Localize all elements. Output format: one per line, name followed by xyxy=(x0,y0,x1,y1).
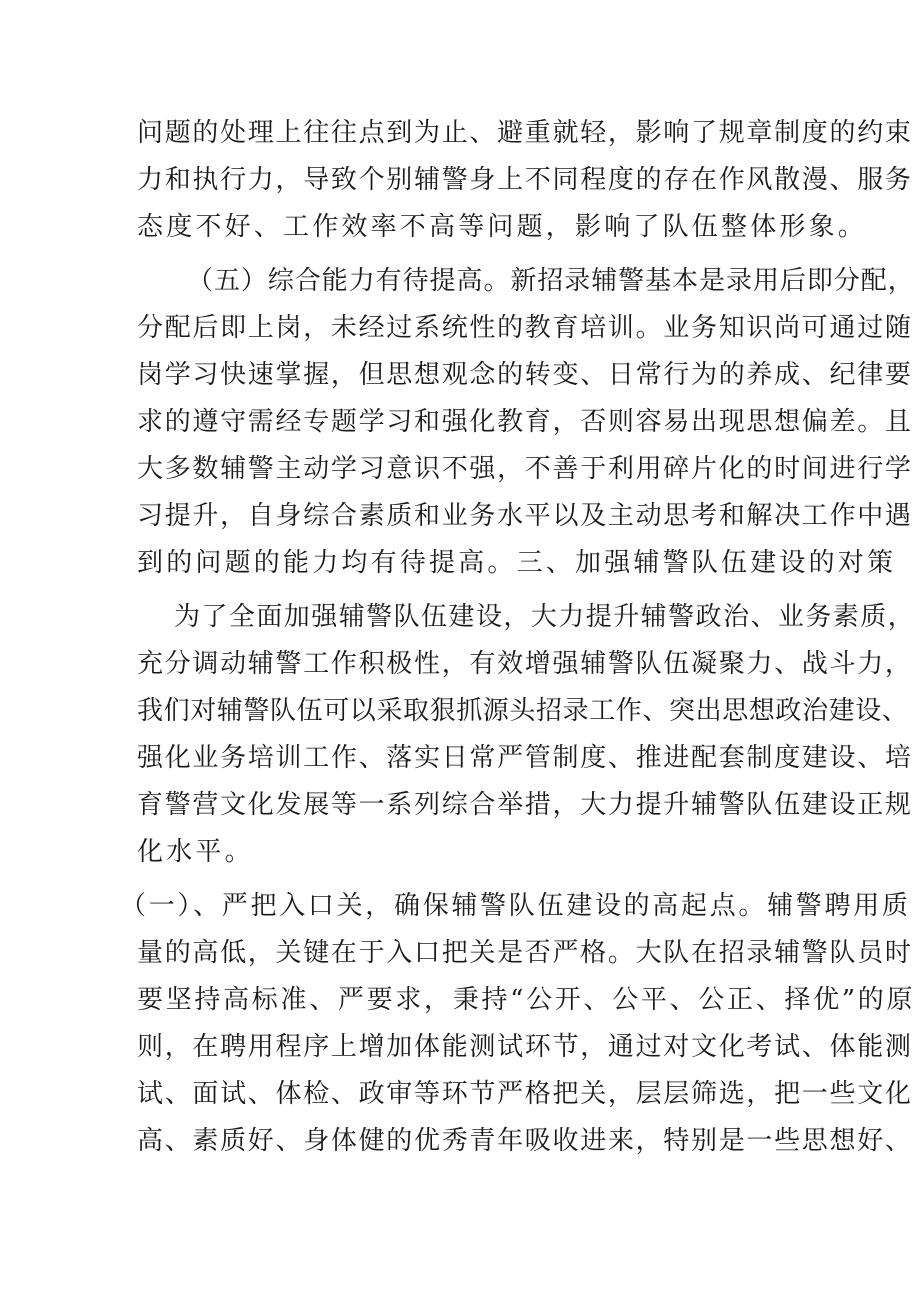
text-line: 岗学习快速掌握，但思想观念的转变、日常行为的养成、纪律要 xyxy=(137,360,913,390)
text-line: 为了全面加强辅警队伍建设，大力提升辅警政治、业务素质， xyxy=(174,602,916,632)
text-line: 高、素质好、身体健的优秀青年吸收进来，特别是一些思想好、 xyxy=(137,1126,913,1156)
text-line: 习提升，自身综合素质和业务水平以及主动思考和解决工作中遇 xyxy=(137,501,913,531)
text-line: （五）综合能力有待提高。新招录辅警基本是录用后即分配， xyxy=(187,266,915,296)
text-line: 求的遵守需经专题学习和强化教育，否则容易出现思想偏差。且 xyxy=(137,407,913,437)
text-line: 化水平。 xyxy=(137,837,254,867)
text-line: 量的高低，关键在于入口把关是否严格。大队在招录辅警队员时 xyxy=(137,938,913,968)
text-line: 到的问题的能力均有待提高。三、加强辅警队伍建设的对策 xyxy=(137,548,897,578)
text-line: 力和执行力，导致个别辅警身上不同程度的存在作风散漫、服务 xyxy=(137,165,913,195)
text-line: 分配后即上岗，未经过系统性的教育培训。业务知识尚可通过随 xyxy=(137,313,913,343)
text-line: 试、面试、体检、政审等环节严格把关，层层筛选，把一些文化 xyxy=(137,1079,913,1109)
text-line: 态度不好、工作效率不高等问题，影响了队伍整体形象。 xyxy=(137,212,868,242)
text-line: （一）、严把入口关，确保辅警队伍建设的高起点。辅警聘用质 xyxy=(120,891,911,921)
text-line: 要坚持高标准、严要求，秉持“公开、公平、公正、择优”的原 xyxy=(137,985,916,1015)
text-line: 大多数辅警主动学习意识不强，不善于利用碎片化的时间进行学 xyxy=(137,454,913,484)
text-line: 我们对辅警队伍可以采取狠抓源头招录工作、突出思想政治建设、 xyxy=(137,696,909,726)
text-line: 充分调动辅警工作积极性，有效增强辅警队伍凝聚力、战斗力， xyxy=(137,649,913,679)
text-line: 强化业务培训工作、落实日常严管制度、推进配套制度建设、培 xyxy=(137,743,913,773)
text-line: 育警营文化发展等一系列综合举措，大力提升辅警队伍建设正规 xyxy=(137,790,913,820)
text-line: 则，在聘用程序上增加体能测试环节，通过对文化考试、体能测 xyxy=(137,1032,913,1062)
text-line: 问题的处理上往往点到为止、避重就轻，影响了规章制度的约束 xyxy=(137,118,913,148)
